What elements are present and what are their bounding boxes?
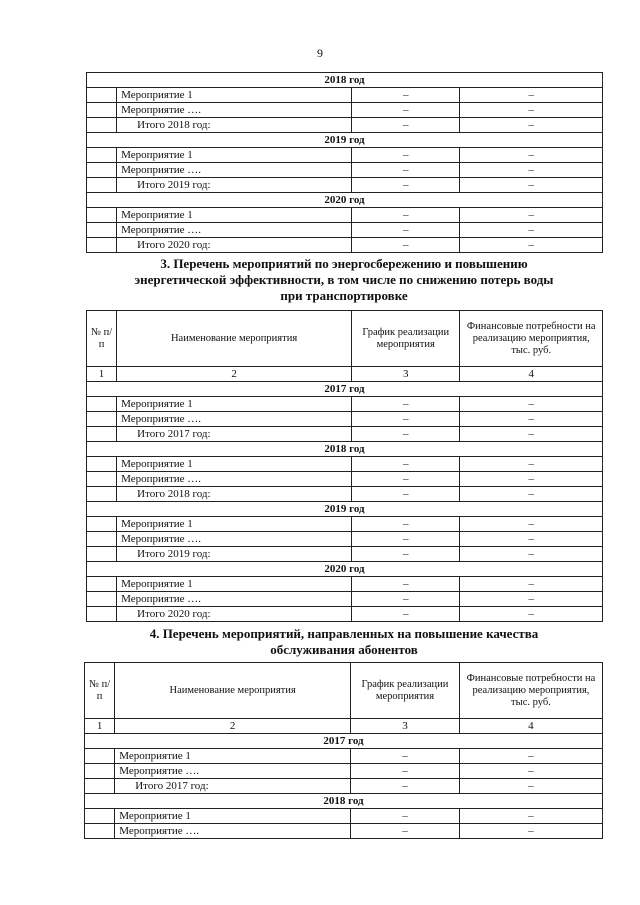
item-name: Мероприятие …. — [117, 223, 352, 238]
total-row: Итого 2019 год: – – — [87, 547, 603, 562]
table-row: Мероприятие …. – – — [85, 824, 603, 839]
table-row: Мероприятие …. – – — [87, 223, 603, 238]
total-row: Итого 2020 год: – – — [87, 238, 603, 253]
item-name: Мероприятие 1 — [117, 517, 352, 532]
total-label: Итого 2020 год: — [117, 238, 352, 253]
year-heading: 2018 год — [87, 73, 603, 88]
index-row: 1 2 3 4 — [87, 367, 603, 382]
header-finance: Финансовые потребности на реализацию мероприятия, тыс. руб. — [460, 311, 603, 367]
table-row: Мероприятие …. – – — [87, 532, 603, 547]
table-row: Мероприятие …. – – — [87, 472, 603, 487]
table-row: Мероприятие 1 – – — [87, 457, 603, 472]
table-row: Мероприятие 1 – – — [87, 577, 603, 592]
header-name: Наименование мероприятия — [117, 311, 352, 367]
table-row: Мероприятие 1 – – — [87, 517, 603, 532]
year-heading: 2020 год — [87, 193, 603, 208]
year-heading: 2017 год — [87, 382, 603, 397]
index-row: 1 2 3 4 — [85, 719, 603, 734]
table-row: Мероприятие 1 – – — [87, 88, 603, 103]
year-heading: 2018 год — [85, 794, 603, 809]
total-row: Итого 2018 год: – – — [87, 487, 603, 502]
item-name: Мероприятие 1 — [117, 208, 352, 223]
page-number: 9 — [317, 46, 323, 60]
item-name: Мероприятие 1 — [115, 749, 351, 764]
total-label: Итого 2019 год: — [117, 547, 352, 562]
item-name: Мероприятие 1 — [117, 397, 352, 412]
item-name: Мероприятие 1 — [117, 457, 352, 472]
table-row: Мероприятие 1 – – — [85, 749, 603, 764]
section-4-title: 4. Перечень мероприятий, направленных на повышение качества обслуживания абонентов — [149, 626, 539, 657]
section-3-title: 3. Перечень мероприятий по энергосбережению и повышению энергетической эффективности, в том числе по снижению потерь воды при транспортировке — [134, 256, 554, 303]
total-label: Итого 2017 год: — [117, 427, 352, 442]
item-name: Мероприятие …. — [117, 412, 352, 427]
year-heading: 2020 год — [87, 562, 603, 577]
total-label: Итого 2018 год: — [117, 118, 352, 133]
total-row: Итого 2019 год: – – — [87, 178, 603, 193]
total-label: Итого 2019 год: — [117, 178, 352, 193]
header-schedule: График реализации мероприятия — [351, 663, 460, 719]
total-row: Итого 2018 год: – – — [87, 118, 603, 133]
item-name: Мероприятие …. — [117, 103, 352, 118]
section-4-table — [84, 662, 603, 839]
item-name: Мероприятие …. — [117, 163, 352, 178]
table-row: Мероприятие 1 – – — [87, 397, 603, 412]
total-row: Итого 2020 год: – – — [87, 607, 603, 622]
total-label: Итого 2017 год: — [115, 779, 351, 794]
header-row — [87, 311, 603, 367]
header-name: Наименование мероприятия — [115, 663, 351, 719]
item-name: Мероприятие …. — [117, 472, 352, 487]
item-name: Мероприятие …. — [115, 764, 351, 779]
section-3-table — [86, 310, 603, 622]
table-row: Мероприятие …. – – — [87, 163, 603, 178]
item-name: Мероприятие …. — [115, 824, 351, 839]
table-row: Мероприятие 1 – – — [87, 148, 603, 163]
item-name: Мероприятие 1 — [117, 577, 352, 592]
item-name: Мероприятие …. — [117, 592, 352, 607]
table-row: Мероприятие 1 – – — [87, 208, 603, 223]
header-num: № п/п — [87, 311, 117, 367]
total-label: Итого 2020 год: — [117, 607, 352, 622]
header-num: № п/п — [85, 663, 115, 719]
table-row: Мероприятие 1 – – — [85, 809, 603, 824]
item-name: Мероприятие 1 — [117, 88, 352, 103]
total-row: Итого 2017 год: – – — [87, 427, 603, 442]
year-heading: 2019 год — [87, 133, 603, 148]
table-row: Мероприятие …. – – — [87, 592, 603, 607]
table-row: Мероприятие …. – – — [85, 764, 603, 779]
total-label: Итого 2018 год: — [117, 487, 352, 502]
top-table — [86, 72, 603, 253]
header-schedule: График реализации мероприятия — [352, 311, 460, 367]
header-finance: Финансовые потребности на реализацию мероприятия, тыс. руб. — [459, 663, 602, 719]
item-name: Мероприятие …. — [117, 532, 352, 547]
header-row — [85, 663, 603, 719]
table-row: Мероприятие …. – – — [87, 103, 603, 118]
item-name: Мероприятие 1 — [117, 148, 352, 163]
table-row: Мероприятие …. – – — [87, 412, 603, 427]
year-heading: 2017 год — [85, 734, 603, 749]
year-heading: 2018 год — [87, 442, 603, 457]
item-name: Мероприятие 1 — [115, 809, 351, 824]
total-row: Итого 2017 год: – – — [85, 779, 603, 794]
year-heading: 2019 год — [87, 502, 603, 517]
